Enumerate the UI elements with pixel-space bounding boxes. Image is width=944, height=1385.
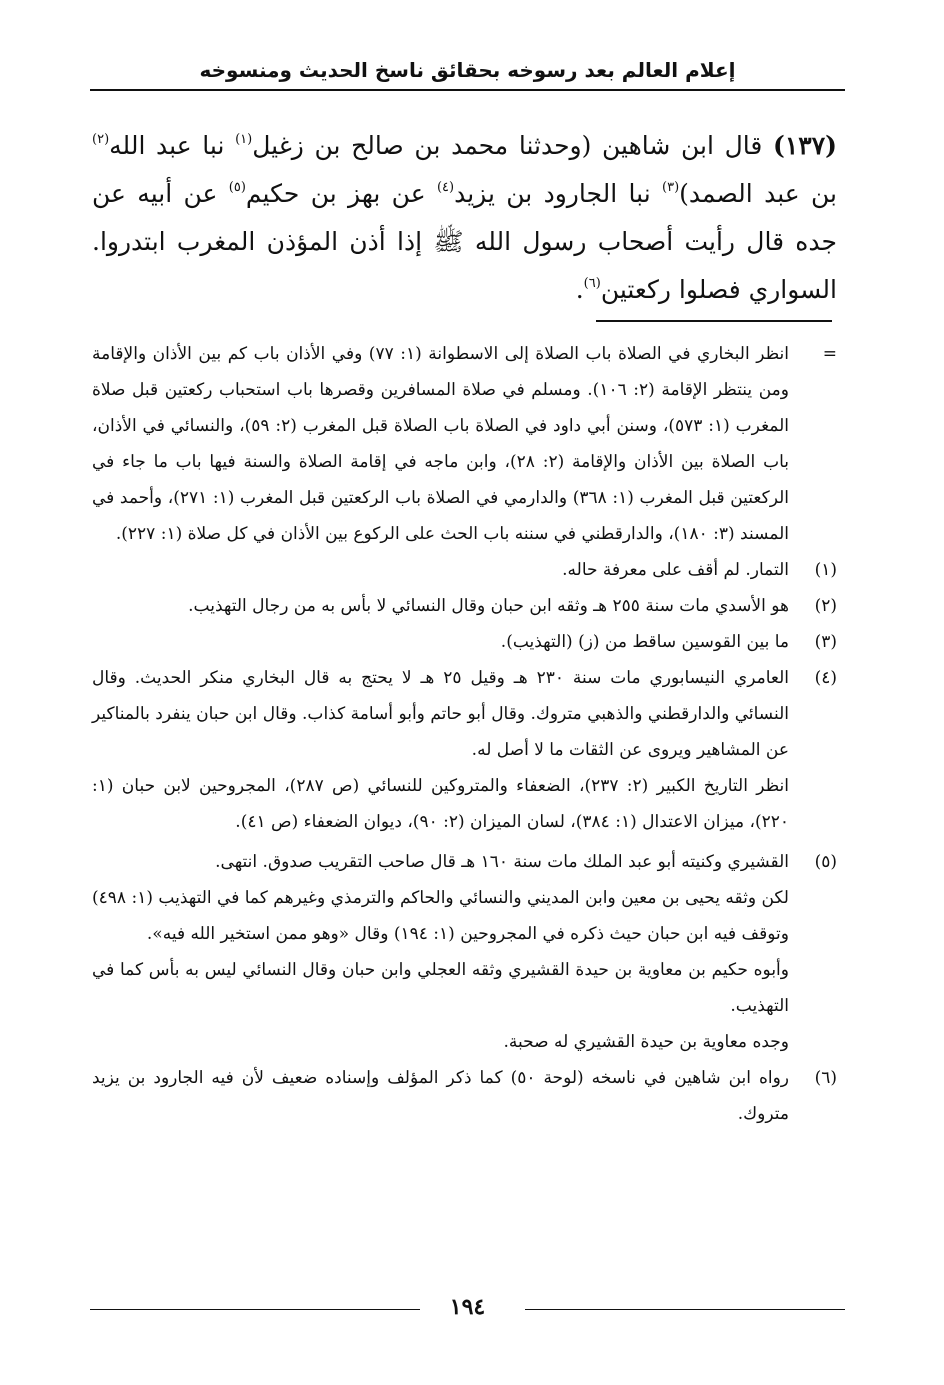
- hadith-text: نبا عبد الله: [109, 131, 236, 160]
- footnote-body: [92, 660, 789, 840]
- hadith-paragraph: [92, 122, 837, 314]
- footnote-3: [92, 624, 837, 660]
- header-rule: [90, 89, 845, 91]
- hadith-text: نبا الجارود بن يزيد: [454, 179, 663, 208]
- footnote-marker: =: [822, 344, 837, 364]
- hadith-text: قال ابن شاهين (وحدثنا محمد بن صالح بن زغيل: [252, 131, 774, 160]
- page-number: ١٩٤: [449, 1294, 486, 1320]
- footnote-ref-4[interactable]: (٤): [436, 180, 455, 195]
- footnote-marker: (٦): [814, 1068, 837, 1088]
- footnote-4: [92, 660, 837, 840]
- footer-rule-left: [90, 1309, 420, 1310]
- footnote-text: وأبوه حكيم بن معاوية بن حيدة القشيري وثقه العجلي وابن حبان وقال النسائي ليس به بأس كما في التهذيب.: [92, 960, 789, 1016]
- hadith-text: عن أبيه عن جده قال رأيت أصحاب رسول الله ﷺ إذا أذن المؤذن المغرب ابتدروا. السواري فصلوا ركعتين: [92, 179, 837, 304]
- hadith-number: (١٣٧): [773, 131, 837, 160]
- footnote-ref-6[interactable]: (٦): [583, 276, 601, 291]
- footnote-ref-2[interactable]: (٢): [92, 132, 110, 147]
- footnote-1: [92, 552, 837, 588]
- running-title: إعلام العالم بعد رسوخه بحقائق ناسخ الحديث ومنسوخه: [199, 58, 736, 82]
- footnote-text: انظر البخاري في الصلاة باب الصلاة إلى الاسطوانة (١: ٧٧) وفي الأذان باب كم بين الأذان والإقامة ومن ينتظر الإقامة (٢: ١٠٦). ومسلم في صلاة المسافرين وقصرها باب استحباب ركعتين قبل صلاة المغرب (١: ٥٧٣)، وسنن أبي داود في الصلاة باب الصلاة قبل المغرب (٢: ٥٩)، والنسائي في الأذان، باب الصلاة بين الأذان والإقامة (٢: ٢٨)، وابن ماجه في إقامة الصلاة والسنة فيها باب ما جاء في الركعتين قبل المغرب (١: ٣٦٨) والدارمي في الصلاة باب الركعتين قبل المغرب (١: ٢٧١)، وأحمد في المسند (٣: ١٨٠)، والدارقطني في سننه باب الحث على الركوع بين الأذان في كل صلاة (١: ٢٢٧).: [92, 344, 789, 544]
- footnote-ref-5[interactable]: (٥): [228, 180, 246, 195]
- footnote-marker: (١): [814, 560, 837, 580]
- footnote-marker: (٥): [814, 852, 837, 872]
- footnote-separator: [596, 320, 832, 322]
- footnote-text: لكن وثقه يحيى بن معين وابن المديني والنسائي والحاكم والترمذي وغيرهم كما في التهذيب (١: ٤٩٨) وتوقف فيه ابن حبان حيث ذكره في المجروحين (١: ١٩٤) وقال «وهو ممن استخير الله فيه».: [92, 888, 789, 944]
- footnote-ref-3[interactable]: (٣): [662, 180, 680, 195]
- hadith-text: عن بهز بن حكيم: [245, 179, 437, 208]
- footnote-marker: (٢): [814, 596, 837, 616]
- footnote-6: [92, 1060, 837, 1132]
- footnote-text: هو الأسدي مات سنة ٢٥٥ هـ وثقه ابن حبان وقال النسائي لا بأس به من رجال التهذيب.: [188, 596, 789, 616]
- footnote-text: ما بين القوسين ساقط من (ز) (التهذيب).: [500, 632, 789, 652]
- footer-rule-right: [525, 1309, 845, 1310]
- footnote-2: [92, 588, 837, 624]
- footnote-text: التمار. لم أقف على معرفة حاله.: [562, 560, 789, 580]
- footnote-text: رواه ابن شاهين في ناسخه (لوحة ٥٠) كما ذكر المؤلف وإسناده ضعيف لأن فيه الجارود بن يزيد متروك.: [92, 1068, 789, 1124]
- footnote-continued: [92, 336, 837, 552]
- hadith-text: بن عبد الصمد): [679, 179, 837, 208]
- footnote-ref-1[interactable]: (١): [235, 132, 253, 147]
- footnote-body: [92, 844, 789, 1060]
- hadith-text: .: [575, 275, 584, 304]
- footnote-marker: (٣): [814, 632, 837, 652]
- footnote-5: [92, 844, 837, 1060]
- footnote-text: انظر التاريخ الكبير (٢: ٢٣٧)، الضعفاء والمتروكين للنسائي (ص ٢٨٧)، المجروحين لابن حبان (١: ٢٢٠)، ميزان الاعتدال (١: ٣٨٤)، لسان الميزان (٢: ٩٠)، ديوان الضعفاء (ص ٤١).: [92, 776, 789, 832]
- footnote-marker: (٤): [814, 668, 837, 688]
- page-footer: [90, 1292, 845, 1322]
- footnote-text: القشيري وكنيته أبو عبد الملك مات سنة ١٦٠ هـ قال صاحب التقريب صدوق. انتهى.: [215, 852, 789, 872]
- footnote-text: العامري النيسابوري مات سنة ٢٣٠ هـ وقيل ٢٥ هـ لا يحتج به قال البخاري منكر الحديث. وقال النسائي والدارقطني والذهبي متروك. وقال أبو حاتم وأبو أسامة كذاب. وقال ابن حبان ينفرد بالمناكير عن المشاهير ويروى عن الثقات ما لا أصل له.: [92, 668, 789, 760]
- footnotes-section: [92, 336, 837, 1132]
- footnote-text: وجده معاوية بن حيدة القشيري له صحبة.: [503, 1032, 789, 1052]
